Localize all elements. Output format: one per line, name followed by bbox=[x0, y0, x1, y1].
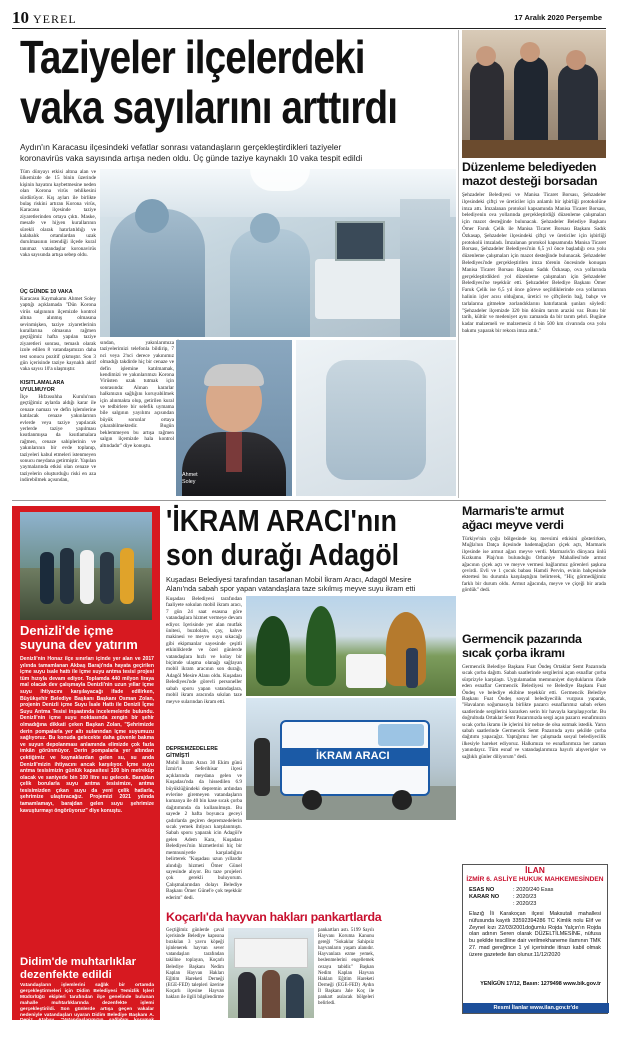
lead-hospital-photo bbox=[100, 169, 456, 337]
adagol-photo-van bbox=[246, 698, 456, 820]
denizli-photo bbox=[20, 512, 152, 620]
notice-body: Elazığ İli Karakoçan ilçesi Maksutali mahallesi nüfusunda kayıtlı 33592394286 TC Kimlik nolu Elif ve Zeynel kızı 22/03/2001doğumlu Rojda Yalçın'ın Rojda olan adının Seren olarak DÜZELTİLMESİNE, nüfusa bu şekilde tescilline dair verilmekhaneme ilamının TMK 27. mad gereğince 1 yıl içerisinde itirazı kabil olmak üzere gazetede ilan olunur.11/12/2020 bbox=[469, 911, 601, 958]
ikram-van bbox=[280, 720, 430, 796]
notice-court: İZMİR 6. ASLİYE HUKUK MAHKEMESİNDEN bbox=[466, 876, 604, 883]
portrait-caption: Ahmet Soley bbox=[182, 472, 198, 485]
didim-box bbox=[12, 954, 160, 1048]
germencik-title: Germencik pazarında sıcak çorba ikramı bbox=[462, 632, 582, 660]
notice-row: ESAS NO : 2020/240 Esas bbox=[469, 887, 554, 893]
lead-paragraph-2: Karacasu Kaymakamı Ahmet Soley yaptığı açıklamada "Dün Korona virüs salgınının ilçemizde kontrol altına alınmış olmasına sevinmişken, taziye ziyaretlerinin kurallarına olmasına rağmen geçtiğimiz hafta yapılan taziye ziyaretleri sonrası, temaslı olarak izole edilen 8 vatandaşımızın daha test sonucu pozitif çıkmıştır. Son 3 gün içerisinde taziye kaynaklı aktif vaka sayısı 10'a ulaşmıştır. bbox=[20, 296, 96, 373]
notice-title: İLAN bbox=[525, 865, 545, 875]
lead-headline bbox=[20, 32, 460, 142]
denizli-title: Denizli'de içme suyuna dev yatırım bbox=[20, 623, 138, 652]
marmaris-title: Marmaris'te armut ağacı meyve verdi bbox=[462, 504, 564, 532]
lead-column-2 bbox=[100, 340, 174, 496]
notice-row: : 2020/23 bbox=[513, 901, 537, 907]
page-header bbox=[12, 8, 606, 26]
adagol-column-1: Kuşadası Belediyesi tarafından faaliyete sokulan mobil ikram aracı, 7 gün 24 saat esasına göre vatandaşlara hizmet vermeye devam ediyor. Içerisinde yer alan mutfak ünitesi, buzdolabı, çay, kahve makinesi ve meyve suyu sıkacağı gibi ekipmanlar sayesinde çeşitli etkinliklerde ve özel günlerde vatandaşlara hızlı ve kolay bir biçimde ulaşma olanağı sağlayan mobil ikram aracının son durağı, Adagöl Mesire Alanı oldu. Kuşadası Belediyesi'nde görevli personeller sabah sporu yapan vatandaşlara, mobil ikram aracında sıkılan taze meyve sularından ikram etti. DEPREMZEDELERE GİTMİŞTİ Mobil İkram Aracı 30 Ekim günü İzmir'in Seferihisar ilçesi açıklarında meydana gelen ve Kuşadası'nda da hissedilen 6.9 büyüklüğündeki depremin ardından evlerine giremeyen vatandaşların kumanya ile 40 bin kase sıcak çorba dağıtımında da kullanılmıştı. Bu sayede 2 hafta boyunca geceyi çadırlarda geçiren depremzedelerin sıcak yemek ihtiyacı karşılanmıştı. Sabah sporu yaparak icin Adagöl'e gelen Adem Kara, Kuşadası Belediyesi'nin hizmetlerini hiç bir memnuniyetle karşıladığını belirterek "Kuşadası uzun yıllardır alındığı hizmeti Ömer Günel sayesinde alıyor. Bu taze projeleri çok gerekli buluyorum. Çalışmalarından dolayı Belediye Başkanı Ömer Günel'e çok teşekkür ederim" dedi. bbox=[166, 596, 242, 901]
lead-headline-line1: Taziyeler ilçelerdeki bbox=[20, 31, 365, 83]
lead-column-3 bbox=[296, 340, 456, 496]
legal-notice bbox=[462, 864, 608, 1014]
page-date: 17 Aralık 2020 Perşembe bbox=[514, 13, 602, 22]
adagol-photo-park bbox=[246, 596, 456, 696]
germencik-body: Germencik Belediye Başkanı Fuat Öndeş Ortaklar Semt Pazarında sıcak çorba dağıttı. Sabah saatlerinde sergilerini açan esnaflar çorba sürprizyle karşılaştı. Uygulamadan memnuniyet duyduklarını ifade eden esnaflar Germencik Belediyesi ve Belediye Başkanı Fuat Öndeş ve belediye ekibine teşekkür etti. Germencik Belediye Başkanı Fuat Öndeş sosyal belediyecilik vurgusu yaparak, "Havaların soğumasıyla birlikte pazarcı esnaflarımız sabah erken saatlerinde sergilerini kurarken serin bir havayla karşılaşıyorlar. Bu doğrultuda Ortaklar Semt Pazarımızda sergi açan pazarcı esnafımızın sıcak çorba ikramı ile içlerini bir nebze de olsa ısıtmak istedik. Yarın sabah saatlerinde Germencik Semt Pazarında aynı şekilde çorba dağıtımı yapacağız. Yaptığımız her çalışmada sosyal belediyecilik ilkesiyle hareket ediyoruz. Halkımıza ve esnaflarımıza her zaman yanındayız. Tüm esnaf ve vatandaşlarımıza hayırlı alışverişler ve sağlıklı günler diliyorum" dedi. bbox=[462, 664, 606, 760]
mazot-photo bbox=[462, 30, 606, 158]
page-number: 10 bbox=[12, 8, 29, 27]
notice-bar: Resmi İlanlar www.ilan.gov.tr'de bbox=[463, 1003, 609, 1013]
denizli-body: Denizli'nin Honaz ilçe sınırları içinde yer alan ve 2017 yılında tamamlanan Akbaş Barajı'nda hayata geçirilen içme suyu isale hattı ile içme suyu antma tesisi projesi tüm hızıyla devam ediyor. Toplamda 440 milyon liraya mal olacak dev çalışmayla Denizli'nin uzun yıllar içme suyu ihtiyacını karşılayacağı ifade edilirken, Büyükşehir Belediye Başkanı Başkanı Osman Zolan, projenin Denizli içme Suyu İsale Hattı ile Denizli İçme Suyu Antma Tesisi inşaatında incelemelerde bulundu. Denizli'nin içme suyu noktasında zengin bir şehir olmadığına dikkati çeken Başkan Zolan, "Şehrimizde derin pompalarla yer altı sularından içme suyumuzu sağlıyoruz. Bu konuda gelecekte daha güvenle bakma ve suyun depolanması anlamında elimizde çok fazla imkân görünmüyor. Derin pompalarla yer altından çektiğimiz ve kaynaklardan gelen su, su anda Denizli'mizin ihtiyacını ancak karşılıyor. İçme suyu antma tesisimizin günlük kapasitesi 100 bin metreküp olacak ve saniyede bin 100 litre su gelecek. Barajdan çelik borularla suyu arıtma tesisimize, arıtma tesisimizden çıkan suyu da yeni çelik hatlarla, şehrimize ulaştıracağız. Projemizi 2021 yılında tamamlamayı, barajdan gelen suyu şehrimize kavuşturmayı öngörüyoruz" diye konuştu. bbox=[20, 656, 154, 814]
lead-paragraph-3: İlçe Hıfzıssıhha Kurulu'nun geçtiğimiz aylarda aldığı karar ile cenaze namazı ve defin işlemlerine katılacak cenaze yakınlarının evlerde veya taziye yapılacak yerlerde taziye yapılması kısıtlanmışsa da kısıtlamalara rağmen, cenaze sahiplerinin ve yakınlarının bir evde toplanıp, taziyeleri kabul etmeleri istenmeyen sonucu meydana getirmiştir. Yapılan yaymalarında etkisi olan cenaze ve taziyelerin oluşturduğu riski en aza indirebilmek açısından, bbox=[20, 394, 96, 484]
lead-intro: Tüm dünyayı etkisi altına alan ve ülkemizde de 15 binin üzerinde kişinin hayatını kaybetmesine neden olan Korona virüs tehlikesini sürdürüyor. Kış ayları ile birlikte bulaş riskini artıran Korona virüs, Karacasu ilçesinde taziye ziyaretlerinden ortaya çıktı. Maske, mesafe ve hijyen kurallarının sürekli olarak hatırlatıldığı ve kalabalık ortamlardan uzak durulmasının istendiği ilçede kural tanımaz vatandaşlar koronavirüs vaka sayısında artışa sebep oldu. bbox=[20, 169, 96, 259]
denizli-box bbox=[12, 506, 160, 954]
adagol-headline: 'İKRAM ARACI'nın son durağı Adagöl bbox=[166, 503, 400, 572]
adagol-subhead: DEPREMZEDELERE GİTMİŞTİ bbox=[166, 746, 218, 759]
adagol-deck: Kuşadası Belediyesi tarafından tasarlanan Mobil İkram Aracı, Adagöl Mesire Alanı'nda sabah spor yapan vatandaşlara taze sıkılmış meyve suyu ikram etti bbox=[166, 575, 416, 593]
section-label: YEREL bbox=[33, 12, 77, 26]
notice-row: KARAR NO : 2020/23 bbox=[469, 894, 537, 900]
didim-title: Didim'de muhtarlıklar dezenfekte edildi bbox=[20, 956, 137, 981]
ikram-van-label: İKRAM ARACI bbox=[316, 750, 390, 762]
lead-headline-line2: vaka sayılarını arttırdı bbox=[20, 81, 398, 133]
lead-subhead-2: KISITLAMALARA UYULMUYOR bbox=[20, 380, 65, 393]
didim-body: Vatandaşların işlemlerini sağlık bir ortamda gerçekleştirmeleri için Didim Belediyesi Temizlik İşleri Müdürlüğü ekipleri tarafından ilçe genelinde bulunan mahalle muhtarlıklarında dezenfekte işlemi gerçekleştirildi. Son günlerde artışa geçen vakalar nedeniyle vatandaşları uyaran Didim Belediye Başkanı A. Deniz Atabay, "Vatandaşlarımızın sağlığını korumak amacıyla tüm muhtarlıklarımız da dezenfekte işlemleri gerçekleştirdik. Hafkımızdan maske, mesafe ve temizlik kurallarına uyulması konusunda hassasiyet göstermelerini diliyorum" dedi. bbox=[20, 983, 154, 1048]
lead-subhead-1: ÜÇ GÜNDE 10 VAKA bbox=[20, 289, 73, 295]
marmaris-body: Türkiye'nin çoğu bölgesinde kış mevsimi etkisini gösterirken, Muğla'nın Datça ilçesinde bademağaçları çiçek açtı, Marmaris ilçesinde ise armut ağacı meyve verdi. Marmaris'in dünyaca ünlü Kızkumu Plajı'nın bulunduğu Orhaniye Mahallesi'nde armut ağacının çiçek açtı ve meyve vermesi bağlarımız görenleri şaşkına çevirdi. Evli ve 1 çocuk babası Hamdi Pervin, evinin bahçesinde ektertesi bu durumla karşılaştığını belirterek, "Hiç görmediğimiz farklı bir durum oldu. Armut ağacında, meyve ve çiçeği bir arada gördük" dedi. bbox=[462, 536, 606, 594]
lead-deck: Aydın'ın Karacasu ilçesindeki vefatlar sonrası vatandaşların gerçekleştirdikleri taziyeler koronavirüs vaka sayısında artışa neden oldu. Üç günde taziye kaynaklı 10 vaka tespit edildi bbox=[20, 142, 363, 163]
lead-column-1 bbox=[20, 169, 96, 495]
kocarli-column-2: pankartları astı. 5199 Sayılı Hayvanı Koruma Kanunu gereği "Sokaklar Sahipsiz hayvanların yaşam alanıdır. Hayvanlara ezme yemek, beslenmelerini engellemek cezaya tabidir." Başkan Nedim Kaplan Hayvan Hakları Eğitim Hareketi Derneği (EGE-FED) Aydın İl Başkanı Jale Koç ile pankart asılacak bölgeleri belirledi. bbox=[318, 928, 374, 1007]
mazot-title: Düzenleme belediyeden mazot desteği borsadan bbox=[462, 160, 598, 188]
lead-continuation: sından, yakınlarımıza taziyelerimizi telefonla bildirip, 7 nci veya 2'nci derece yakınımız olmadığı takdirde hiç bir cenaze ve defin işlemine katılmamak, kendimizi ve yakınlarımızı Korona Virüsten uzak tutmak için sonrasında: Alınan kararlar halkımızın sağlığını koruyabilmek için alınmakta olup, getirilen kural ve tedbirlere bir selefik uymama bile salgının yayılımı açısından büyük sorunlar ortaya çıkarabilmektedir. Bugün beklemmeyen bu artışa rağmen salgın ilçemizde hala kontrol altındadır" diye konuştu. bbox=[100, 340, 174, 449]
kocarli-photo bbox=[228, 928, 314, 1018]
kocarli-section bbox=[166, 910, 456, 1020]
kocarli-title: Koçarlı'da hayvan hakları pankartlarda bbox=[166, 910, 382, 924]
mazot-body: Şehzadeler Belediyesi ve Manisa Ticaret Borsası, Şehzadeler ilçesindeki çiftçi ve üreticiler için anlamlı bir işbirliği protokolüne imza attı. İmzalanan protokol kapsamında Manisa Ticaret Borsası, belediyenin ova yollarında gerçekleştirdiği düzenleme çalışmaları için mazot desteğinde bulunacak. Şehzadeler Belediye Başkanı Ömer Faruk Çelik ile Manisa Ticaret Borsası Başkanı Sadık Özkasap, Şehzadeler ilçesindeki çiftçi ve üreticiler için işbirliği protokolü imzaladı. İmzalanan protokol kapsamında Manisa Ticaret Borsası, Şehzadeler Belediyesi'nin 6,5 yıl önce başladığı ova yolu düzenleme çalışmaları için mazot desteğinde bulunacak. Şehzadeler Belediyesi'nde gerçekleştirilen imza törenin öncesinde konuşan Manisa Ticaret Borsası Başkanı Sadık Özkasap, ova yollarında gerçekleştirdikleri yol düzenleme çalışmaları için Şehzadeler Belediyesi'ne teşekkür etti. Şehzadeler Belediye Başkanı Ömer Faruk Çelik ise 6,5 yıl önce göreve seçildiklerinde ova yollarının halinin içler acısı olduğunu, üretici ve çiftçilerin bağ, bahçe ve tarlalarına gitmekte zorlandıklarını hatırlatarak şunları söyledi: "Şehzadeler ilçemizde 320 bin dönüm tarım arazisi var. Bunu bir tarih, kültür ve medeniyet aynı zamanda da bir tarım şehri. Bugüne kadar malzemeli ve malzemesiz 4 bin 500 km civarında ova yolu bakımı yaparak bir rekora imza attık." bbox=[462, 192, 606, 334]
portrait-photo bbox=[176, 340, 292, 496]
notice-footer: YENİGÜN 17/12, Basın: 1279498 www.bik.gov.tr bbox=[480, 981, 601, 987]
kocarli-column-1: Geçtiğimiz günlerde çaval içerisinde Belediye kapısına bırakılan 3 yavru köpeği işinlenerek hayvan sever vatandaşları tarafından takiline toplayan, Koçarlı Belediye Başkanı Nedim Kaplan Hayvan Hakları Eğitim Hareketi Derneği (EGE-FED) talepleri üzerine Koçarlı ilçesine Hayvan hakları ile ilgili bilgilendirme bbox=[166, 928, 224, 1001]
